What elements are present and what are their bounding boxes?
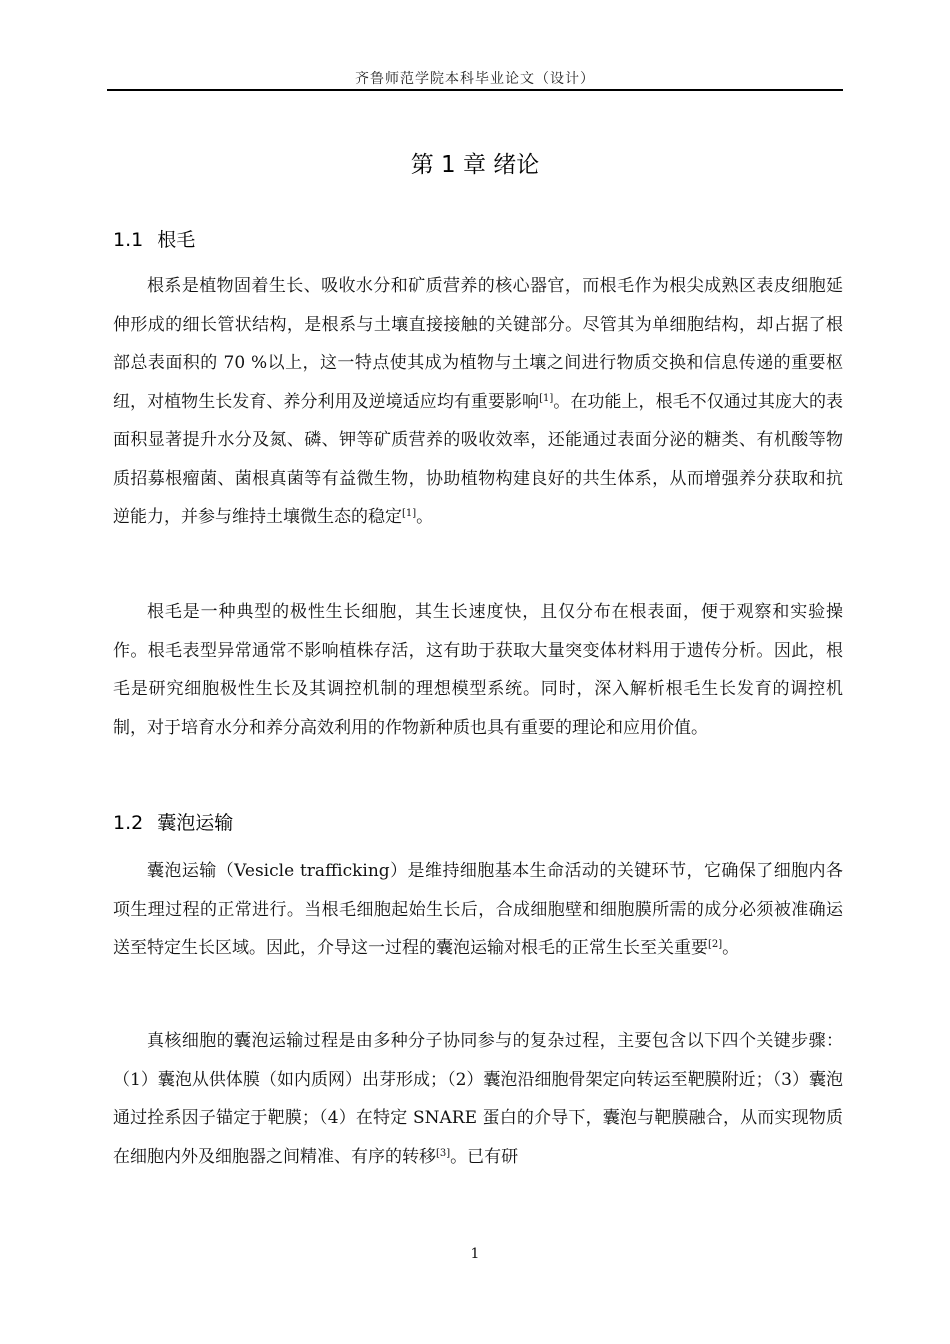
paragraph-text: 。在功能上，根毛不仅通过其庞大的表面积显著提升水分及氮、磷、钾等矿质营养的吸收效率，还能通过表面分泌的糖类、有机酸等物质招募根瘤菌、菌根真菌等有益微生物，协助植物构建良好的共生体系，从而增强养分获取和抗逆能力，并参与维持土壤微生态的稳定 [113,391,844,527]
page-number: 1 [470,1246,480,1262]
paragraph-4 [113,1022,843,1176]
section-title: 囊泡运输 [157,812,234,834]
paragraph-text: 根系是植物固着生长、吸收水分和矿质营养的核心器官，而根毛作为根尖成熟区表皮细胞延伸形成的细长管状结构，是根系与土壤直接接触的关键部分。尽管其为单细胞结构，却占据了根部总表面积的 70 %以上，这一特点使其成为植物与土壤之间进行物质交换和信息传递的重要枢纽，对植物生长发育、养分利用及逆境适应均有重要影响 [113,276,843,412]
paragraph-text: 。 [722,938,740,958]
running-header: 齐鲁师范学院本科毕业论文（设计） [355,71,595,87]
paragraph-text: 。 [416,507,434,527]
section-title: 根毛 [157,229,196,251]
citation: [3] [436,1147,451,1159]
paragraph-text: 根毛是一种典型的极性生长细胞，其生长速度快，且仅分布在根表面，便于观察和实验操作。根毛表型异常通常不影响植株存活，这有助于获取大量突变体材料用于遗传分析。因此，根毛是研究细胞极性生长及其调控机制的理想模型系统。同时，深入解析根毛生长发育的调控机制，对于培育水分和养分高效利用的作物新种质也具有重要的理论和应用价值。 [113,602,843,738]
paragraph-text: 。已有研 [450,1146,519,1167]
section-number: 1.1 [113,229,144,251]
citation: [1] [539,392,554,404]
paragraph-text: 囊泡运输（Vesicle trafficking）是维持细胞基本生命活动的关键环节，它确保了细胞内各项生理过程的正常进行。当根毛细胞起始生长后，合成细胞壁和细胞膜所需的成分必须被准确运送至特定生长区域。因此，介导这一过程的囊泡运输对根毛的正常生长至关重要 [113,861,843,958]
chapter-title: 第 1 章 绪论 [410,152,540,178]
paragraph-2 [113,593,843,747]
paragraph-3 [113,852,843,968]
section-heading-1-2 [113,808,233,835]
section-heading-1-1 [113,225,195,252]
paragraph-text: 真核细胞的囊泡运输过程是由多种分子协同参与的复杂过程，主要包含以下四个关键步骤：（1）囊泡从供体膜（如内质网）出芽形成；（2）囊泡沿细胞骨架定向转运至靶膜附近；（3）囊泡通过拴系因子锚定于靶膜；（4）在特定 SNARE 蛋白的介导下，囊泡与靶膜融合，从而实现物质在细胞内外及细胞器之间精准、有序的转移 [113,1031,843,1167]
header-rule [107,89,843,91]
paragraph-1 [113,267,843,537]
citation: [1] [402,508,417,519]
citation: [2] [708,939,723,950]
section-number: 1.2 [113,812,144,834]
